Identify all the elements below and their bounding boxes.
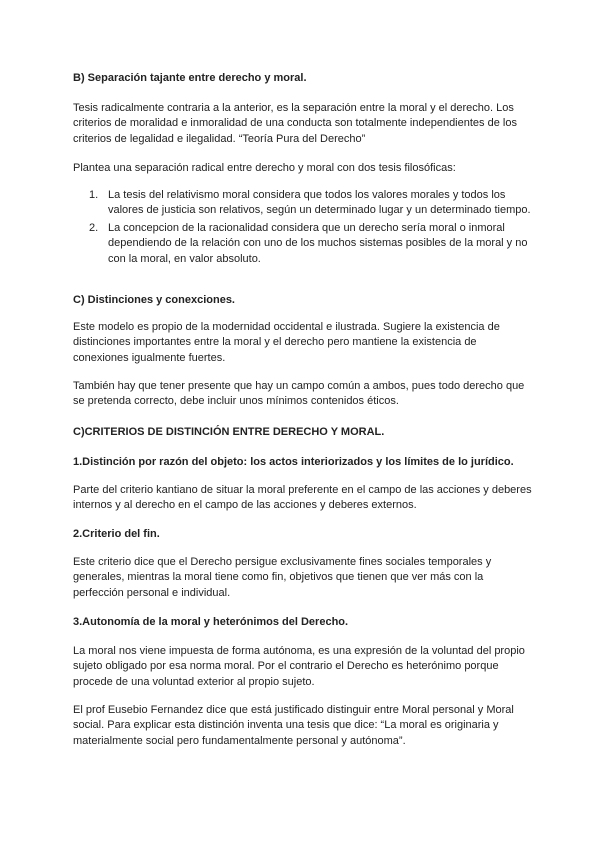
section-c-heading: C) Distinciones y conexciones. [73,294,235,306]
criterios-heading: C)CRITERIOS DE DISTINCIÓN ENTRE DERECHO Y MORAL. [73,426,385,438]
list-item [73,221,535,267]
criterion-1-paragraph: Parte del criterio kantiano de situar la moral preferente en el campo de las acciones y deberes internos y al derecho en el campo de las acciones y deberes externos. [73,484,532,512]
section-c-paragraph-2: También hay que tener presente que hay un campo común a ambos, pues todo derecho que se pretenda correcto, debe incluir unos mínimos contenidos éticos. [73,380,525,408]
section-b-paragraph-1: Tesis radicalmente contraria a la anterior, es la separación entre la moral y el derecho. Los criterios de moralidad e inmoralidad de una conducta son totalmente independientes de los criterios de legalidad e ilegalidad. “Teoría Pura del Derecho” [73,102,517,145]
section-b-list [73,188,535,269]
criterion-3-heading: 3.Autonomía de la moral y heterónimos del Derecho. [73,616,349,628]
section-c-paragraph-1: Este modelo es propio de la modernidad occidental e ilustrada. Sugiere la existencia de distinciones importantes entre la moral y el derecho pero mantiene la existencia de conexiones igualmente fuertes. [73,321,500,364]
list-item-number: 2. [89,221,99,234]
section-b-heading: B) Separación tajante entre derecho y moral. [73,72,307,84]
section-b-paragraph-2: Plantea una separación radical entre derecho y moral con dos tesis filosóficas: [73,162,456,174]
criterion-3-paragraph-2: El prof Eusebio Fernandez dice que está justificado distinguir entre Moral personal y Moral social. Para explicar esta distinción inventa una tesis que dice: “La moral es originaria y materialmente social pero fundamentalmente personal y autónoma”. [73,704,514,747]
list-item-text: La tesis del relativismo moral considera que todos los valores morales y todos los valores de justicia son relativos, según un determinado lugar y un determinado tiempo. [108,189,531,217]
list-item [73,188,535,219]
list-item-number: 1. [89,189,99,201]
list-item-text: La concepcion de la racionalidad considera que un derecho sería moral o inmoral dependiendo de la relación con uno de los muchos sistemas posibles de la moral y no con la moral, en valor absoluto. [108,221,528,265]
criterion-2-heading: 2.Criterio del fin. [73,528,160,540]
criterion-2-paragraph: Este criterio dice que el Derecho persigue exclusivamente fines sociales temporales y generales, mientras la moral tiene como fin, objetivos que tienen que ver más con la perfección personal e individual. [73,556,492,599]
criterion-1-heading: 1.Distinción por razón del objeto: los actos interiorizados y los límites de lo jurídico. [73,456,514,468]
criterion-3-paragraph-1: La moral nos viene impuesta de forma autónoma, es una expresión de la voluntad del propio sujeto obligado por esa norma moral. Por el contrario el Derecho es heterónimo porque procede de una voluntad exterior al propio sujeto. [73,645,525,688]
